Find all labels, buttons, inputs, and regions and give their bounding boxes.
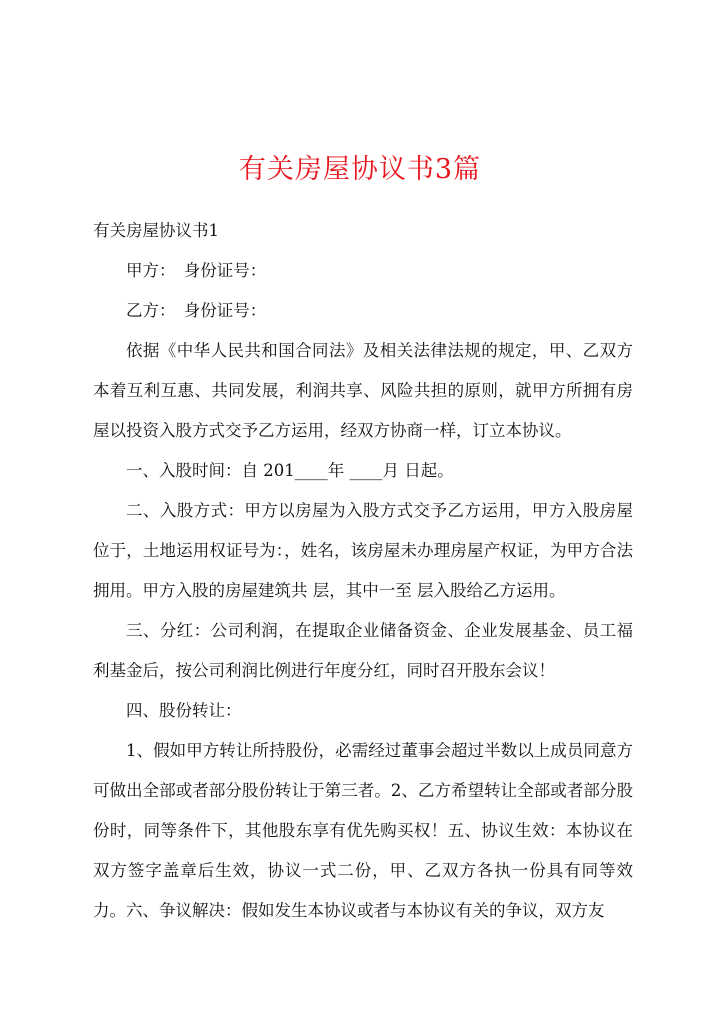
clause-3-paragraph: 三、分红：公司利润，在提取企业储备资金、企业发展基金、员工福利基金后，按公司利润比例进行年度分红，同时召开股东会议！ xyxy=(93,621,633,680)
document-body xyxy=(93,211,633,931)
preamble-paragraph: 依据《中华人民共和国合同法》及相关法律法规的规定，甲、乙双方本着互利互惠、共同发展，利润共享、风险共担的原则，就甲方所拥有房屋以投资入股方式交予乙方运用，经双方协商一样，订立本协议。 xyxy=(93,341,633,440)
section-heading: 有关房屋协议书1 xyxy=(93,221,219,240)
clause-2-paragraph: 二、入股方式：甲方以房屋为入股方式交予乙方运用，甲方入股房屋位于，土地运用权证号为：，姓名，该房屋未办理房屋产权证，为甲方合法拥用。甲方入股的房屋建筑共 层，其中一至 层入股给乙方运用。 xyxy=(93,501,633,600)
party-a-line: 甲方： 身份证号： xyxy=(126,261,267,280)
clause-1-paragraph: 一、入股时间：自 201____年 ____月 日起。 xyxy=(126,461,454,480)
clause-4-heading: 四、股份转让： xyxy=(126,701,242,720)
clause-4-paragraph: 1、假如甲方转让所持股份，必需经过董事会超过半数以上成员同意方可做出全部或者部分股份转让于第三者。2、乙方希望转让全部或者部分股份时，同等条件下，其他股东享有优先购买权！五、协议生效：本协议在双方签字盖章后生效，协议一式二份，甲、乙双方各执一份具有同等效力。六、争议解决：假如发生本协议或者与本协议有关的争议，双方友 xyxy=(93,741,633,920)
party-b-line: 乙方： 身份证号： xyxy=(126,301,267,320)
document-title: 有关房屋协议书3篇 xyxy=(238,154,482,185)
